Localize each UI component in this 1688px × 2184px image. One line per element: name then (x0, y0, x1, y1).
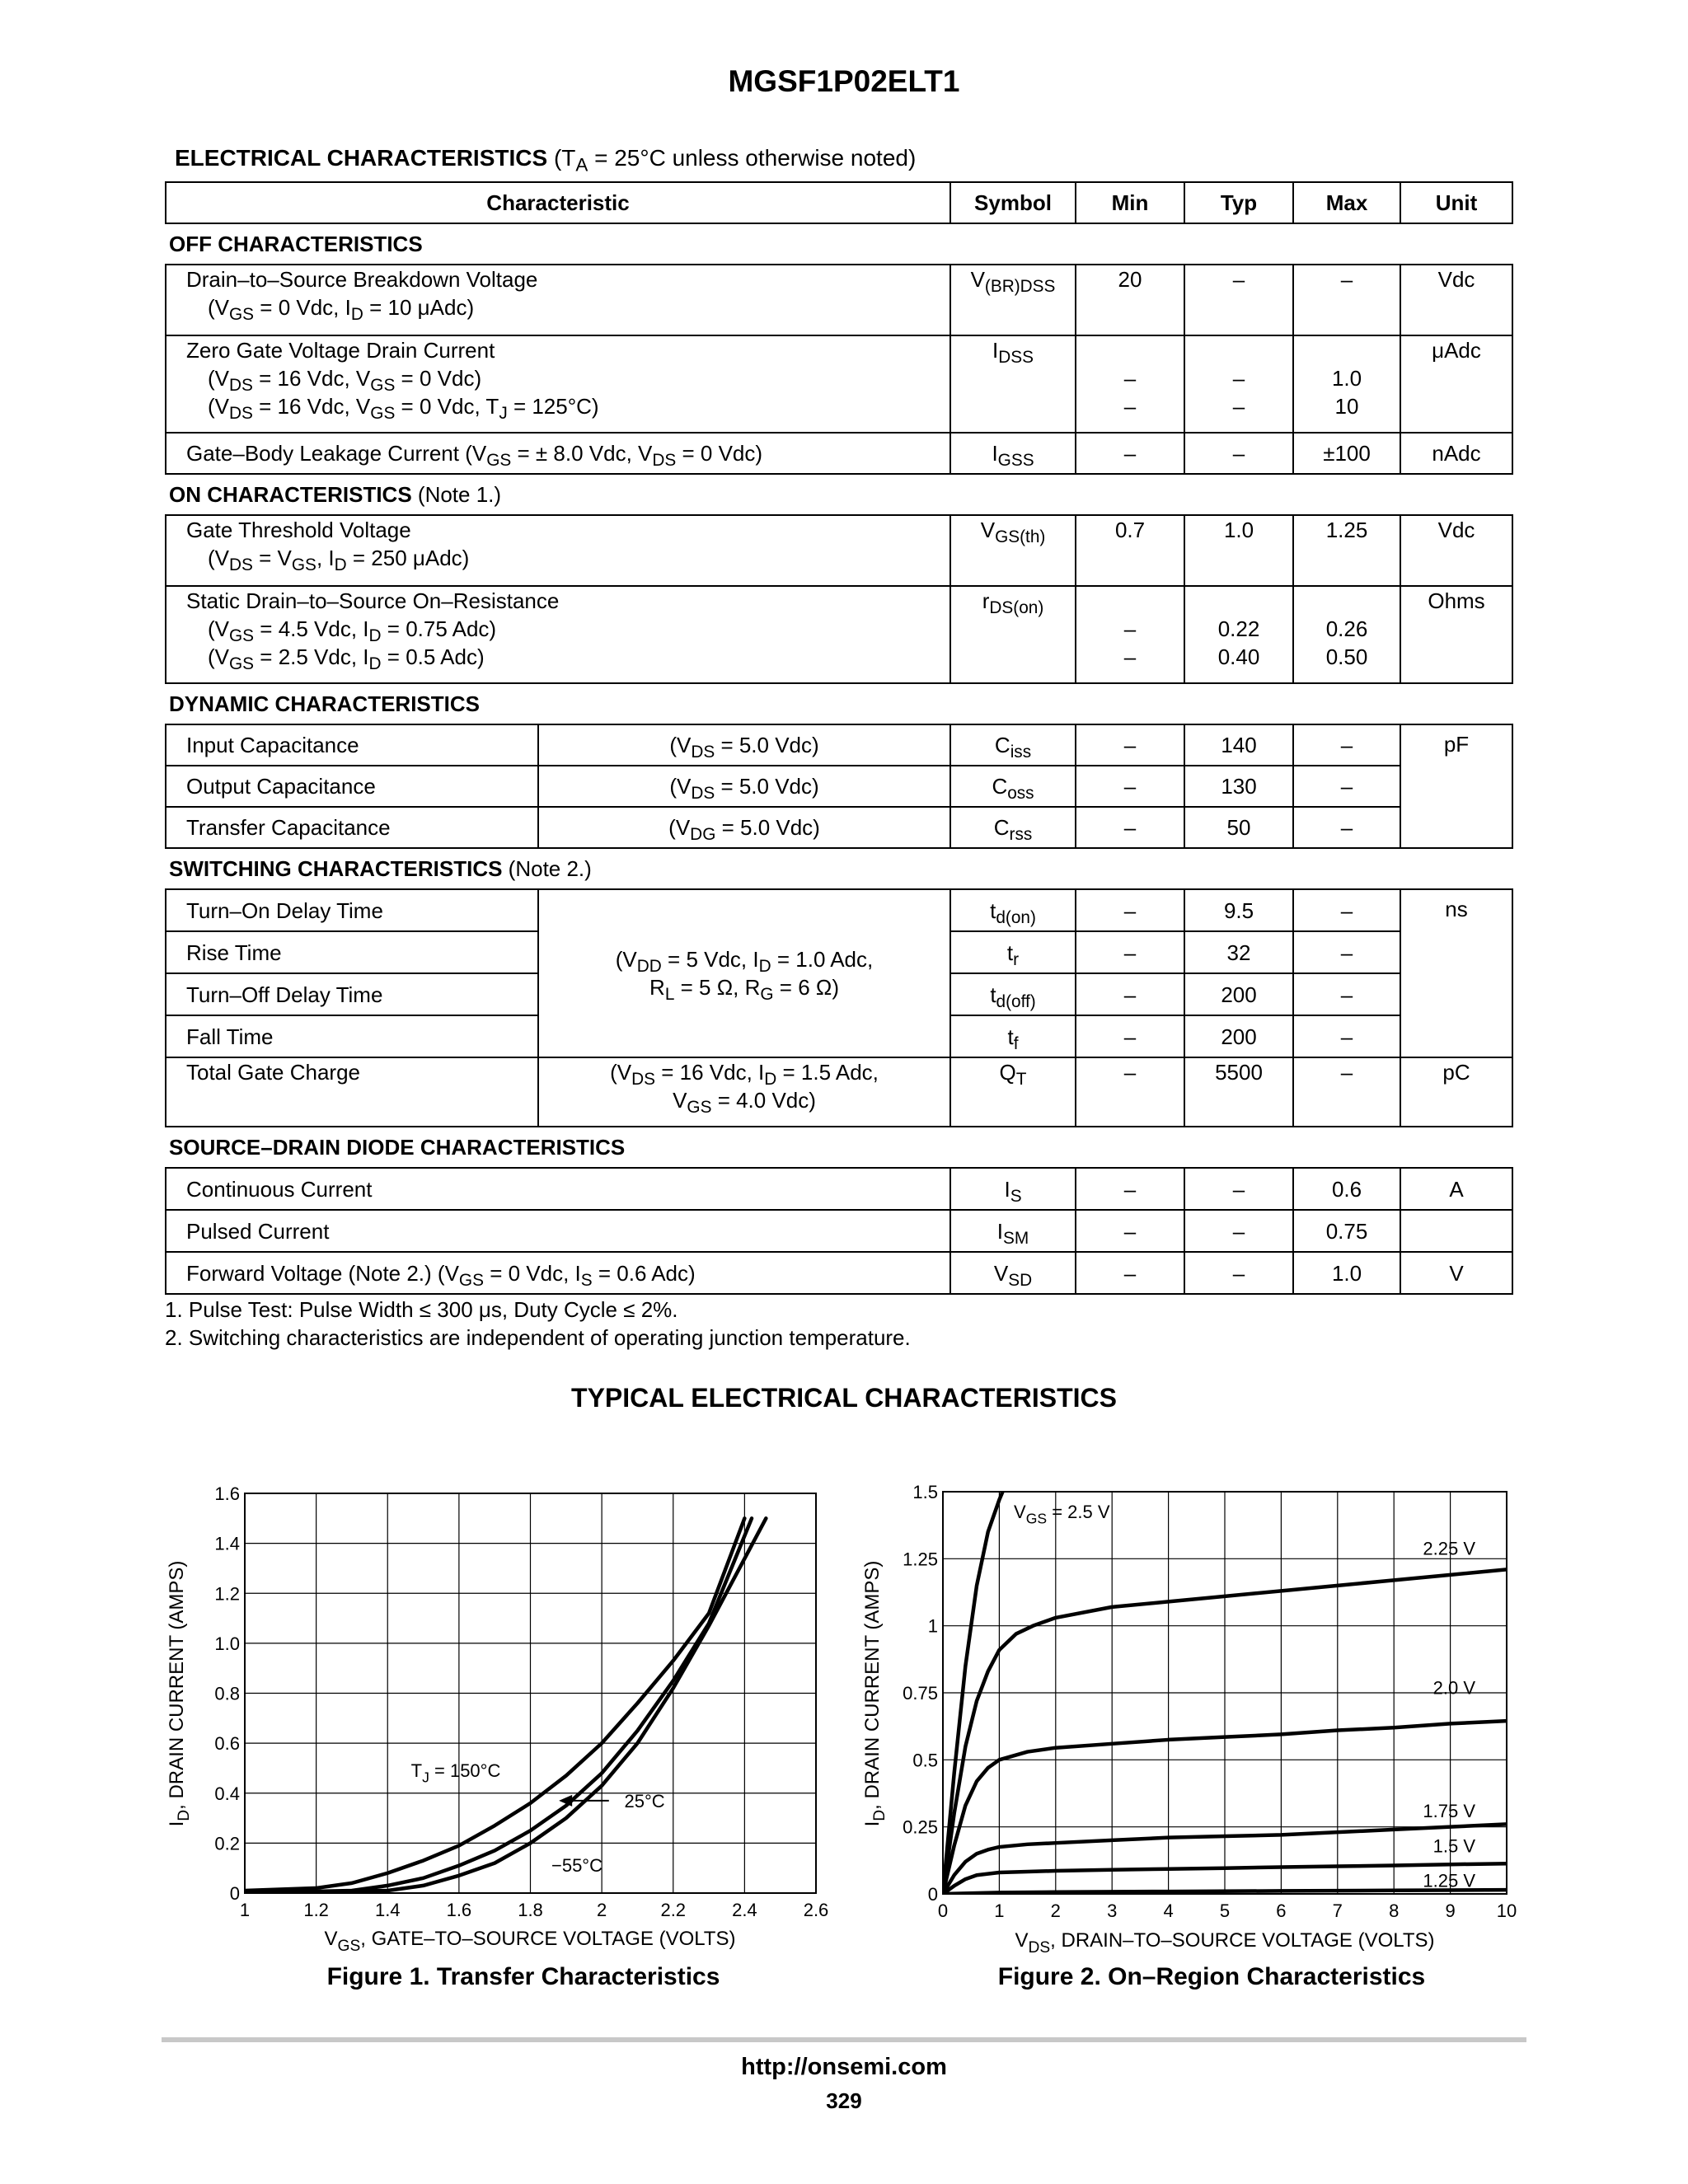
coss-cond: ($V_{DS} = 5.0$ Vdc) (538, 766, 950, 807)
crss-char: Transfer Capacitance (166, 807, 538, 848)
is-unit: A (1400, 1168, 1512, 1210)
x-tick-label: 1 (994, 1900, 1005, 1921)
x-tick-label: 1 (239, 1900, 251, 1920)
x-tick-label: 10 (1496, 1900, 1517, 1921)
tdoff-max: – (1293, 973, 1400, 1015)
qt-char: Total Gate Charge (166, 1057, 538, 1127)
table-row (166, 766, 1512, 807)
note-2: 2. Switching characteristics are independent of operating junction temperature. (165, 1325, 911, 1350)
ism-char: Pulsed Current (166, 1210, 950, 1252)
y-tick-label: 0.75 (903, 1683, 938, 1704)
series-line-1 (245, 1518, 744, 1891)
igss-char: Gate–Body Leakage Current ($V_{GS}$ = ± 8.0 Vdc, $V_{DS} = 0$ Vdc) (166, 433, 950, 474)
series-label-2-25v: 2.25 V (1423, 1538, 1475, 1559)
annotation-25c: 25°C (624, 1790, 665, 1811)
tdoff-char: Turn–Off Delay Time (166, 973, 538, 1015)
switching-cond: ($V_{DD} = 5$ Vdc, $I_D = 1.0$ Adc, $R_L = 5$ Ω, $R_G = 6$ Ω) (538, 889, 950, 1057)
x-tick-label: 9 (1445, 1900, 1456, 1921)
tr-char: Rise Time (166, 931, 538, 973)
y-tick-label: 1 (927, 1615, 938, 1637)
vsd-max: 1.0 (1293, 1252, 1400, 1294)
tdon-symbol: $t_{d(on)}$ (950, 889, 1076, 931)
page-number: 329 (826, 2088, 862, 2113)
ec-heading (175, 145, 917, 176)
annotation-minus55c: −55°C (551, 1855, 603, 1876)
is-char: Continuous Current (166, 1168, 950, 1210)
dynamic-unit: pF (1400, 724, 1512, 848)
y-tick-label: 1.6 (214, 1483, 240, 1504)
footer-divider (162, 2037, 1526, 2042)
table-row (166, 265, 1512, 335)
y-tick-label: 1.5 (912, 1482, 938, 1502)
x-tick-label: 4 (1163, 1900, 1174, 1921)
idss-max: 1.0 10 (1293, 335, 1400, 433)
vsd-typ: – (1184, 1252, 1293, 1294)
breakdown-max: – (1293, 265, 1400, 335)
x-axis-label: $V_{DS}$, DRAIN–TO–SOURCE VOLTAGE (VOLTS) (1015, 1929, 1435, 1957)
crss-cond: ($V_{DG} = 5.0$ Vdc) (538, 807, 950, 848)
section-on: ON CHARACTERISTICS (Note 1.) (166, 474, 1512, 515)
idss-min: – – (1076, 335, 1184, 433)
tf-symbol: $t_f$ (950, 1015, 1076, 1057)
note-1: 1. Pulse Test: Pulse Width ≤ 300 μs, Duty Cycle ≤ 2%. (165, 1297, 678, 1322)
table-row (166, 586, 1512, 683)
series-label-2-5v: $V_{GS} = 2.5$ V (1014, 1502, 1110, 1527)
rds-max: 0.26 0.50 (1293, 586, 1400, 683)
idss-typ: – – (1184, 335, 1293, 433)
tdon-min: – (1076, 889, 1184, 931)
breakdown-unit: Vdc (1400, 265, 1512, 335)
y-tick-label: 1.0 (214, 1633, 240, 1654)
x-axis-label: $V_{GS}$, GATE–TO–SOURCE VOLTAGE (VOLTS) (324, 1928, 736, 1956)
qt-unit: pC (1400, 1057, 1512, 1127)
coss-min: – (1076, 766, 1184, 807)
qt-cond: ($V_{DS} = 16$ Vdc, $I_D = 1.5$ Adc, $V_{GS} = 4.0$ Vdc) (538, 1057, 950, 1127)
tdoff-min: – (1076, 973, 1184, 1015)
col-header-typ: Typ (1184, 182, 1293, 223)
tr-max: – (1293, 931, 1400, 973)
idss-char: Zero Gate Voltage Drain Current ($V_{DS} = 16$ Vdc, $V_{GS} = 0$ Vdc) ($V_{DS} = 16$ Vdc, $V_{GS} = 0$ Vdc, $T_J = 125^\circ C$) (166, 335, 950, 433)
x-tick-label: 0 (937, 1900, 949, 1921)
section-off: OFF CHARACTERISTICS (166, 223, 1512, 265)
series-line-3 (245, 1518, 766, 1893)
vth-char: Gate Threshold Voltage ($V_{DS} = V_{GS}$, $I_D = 250$ μAdc) (166, 515, 950, 586)
vth-symbol: $V_{GS(th)}$ (950, 515, 1076, 586)
coss-max: – (1293, 766, 1400, 807)
footer-url[interactable]: http://onsemi.com (741, 2054, 947, 2080)
table-row (166, 1252, 1512, 1294)
x-tick-label: 2.6 (803, 1900, 829, 1920)
x-tick-label: 1.8 (518, 1900, 543, 1920)
rds-symbol: $r_{DS(on)}$ (950, 586, 1076, 683)
series-line-2 (245, 1518, 752, 1893)
vsd-min: – (1076, 1252, 1184, 1294)
qt-max: – (1293, 1057, 1400, 1127)
table-row (166, 335, 1512, 433)
col-header-unit: Unit (1400, 182, 1512, 223)
vth-min: 0.7 (1076, 515, 1184, 586)
igss-max: ±100 (1293, 433, 1400, 474)
table-row (166, 1210, 1512, 1252)
ism-min: – (1076, 1210, 1184, 1252)
is-max: 0.6 (1293, 1168, 1400, 1210)
x-tick-label: 5 (1219, 1900, 1231, 1921)
rds-typ: 0.22 0.40 (1184, 586, 1293, 683)
rds-unit: Ohms (1400, 586, 1512, 683)
y-tick-label: 0.6 (214, 1733, 240, 1755)
coss-typ: 130 (1184, 766, 1293, 807)
series-label-1-25v: 1.25 V (1423, 1870, 1475, 1891)
x-tick-label: 7 (1332, 1900, 1343, 1921)
typical-heading: TYPICAL ELECTRICAL CHARACTERISTICS (571, 1383, 1117, 1413)
x-tick-label: 6 (1276, 1900, 1287, 1921)
y-tick-label: 1.25 (903, 1549, 938, 1570)
rds-char: Static Drain–to–Source On–Resistance ($V_{GS} = 4.5$ Vdc, $I_D = 0.75$ Adc) ($V_{GS} = 2.5$ Vdc, $I_D = 0.5$ Adc) (166, 586, 950, 683)
ec-heading-condition: ($T_A = 25^\circ C$ unless otherwise noted) (553, 145, 917, 176)
tr-min: – (1076, 931, 1184, 973)
x-tick-label: 1.6 (446, 1900, 472, 1920)
vth-unit: Vdc (1400, 515, 1512, 586)
x-tick-label: 1.4 (374, 1900, 401, 1920)
crss-symbol: $C_{rss}$ (950, 807, 1076, 848)
y-tick-label: 0.4 (214, 1783, 240, 1804)
table-row (166, 1057, 1512, 1127)
y-tick-label: 0.2 (214, 1833, 240, 1854)
switching-unit: ns (1400, 889, 1512, 1057)
tdoff-symbol: $t_{d(off)}$ (950, 973, 1076, 1015)
igss-typ: – (1184, 433, 1293, 474)
series-label-2-0v: 2.0 V (1432, 1677, 1475, 1699)
tr-symbol: $t_r$ (950, 931, 1076, 973)
tf-char: Fall Time (166, 1015, 538, 1057)
breakdown-symbol: $V_{(BR)DSS}$ (950, 265, 1076, 335)
tf-min: – (1076, 1015, 1184, 1057)
y-tick-label: 0.25 (903, 1816, 938, 1838)
vsd-char: Forward Voltage (Note 2.) ($V_{GS} = 0$ Vdc, $I_S = 0.6$ Adc) (166, 1252, 950, 1294)
tdon-max: – (1293, 889, 1400, 931)
igss-unit: nAdc (1400, 433, 1512, 474)
ism-max: 0.75 (1293, 1210, 1400, 1252)
ism-typ: – (1184, 1210, 1293, 1252)
breakdown-char: Drain–to–Source Breakdown Voltage ($V_{GS} = 0$ Vdc, $I_D = 10$ μAdc) (166, 265, 950, 335)
y-tick-label: 0 (927, 1884, 938, 1905)
y-tick-label: 0 (229, 1883, 240, 1904)
tdon-char: Turn–On Delay Time (166, 889, 538, 931)
on-region-characteristics-chart (849, 1467, 1550, 1970)
vsd-symbol: $V_{SD}$ (950, 1252, 1076, 1294)
x-tick-label: 2.2 (660, 1900, 687, 1920)
section-diode: SOURCE–DRAIN DIODE CHARACTERISTICS (166, 1127, 1512, 1168)
col-header-symbol: Symbol (950, 182, 1076, 223)
page-title: MGSF1P02ELT1 (728, 64, 960, 98)
table-row (166, 433, 1512, 474)
y-tick-label: 0.8 (214, 1683, 240, 1704)
ciss-min: – (1076, 724, 1184, 766)
y-axis-label: $I_D$, DRAIN CURRENT (AMPS) (166, 1560, 194, 1827)
qt-min: – (1076, 1057, 1184, 1127)
vth-typ: 1.0 (1184, 515, 1293, 586)
figure-2-caption: Figure 2. On–Region Characteristics (997, 1963, 1426, 1990)
tf-max: – (1293, 1015, 1400, 1057)
x-tick-label: 2.4 (732, 1900, 757, 1920)
ism-unit (1400, 1210, 1512, 1252)
y-tick-label: 1.2 (214, 1583, 240, 1605)
vsd-unit: V (1400, 1252, 1512, 1294)
ciss-symbol: $C_{iss}$ (950, 724, 1076, 766)
crss-min: – (1076, 807, 1184, 848)
col-header-max: Max (1293, 182, 1400, 223)
y-axis-label: $I_D$, DRAIN CURRENT (AMPS) (861, 1560, 889, 1827)
rds-min: – – (1076, 586, 1184, 683)
crss-max: – (1293, 807, 1400, 848)
col-header-characteristic: Characteristic (166, 182, 950, 223)
tr-typ: 32 (1184, 931, 1293, 973)
x-tick-label: 2 (597, 1900, 607, 1920)
idss-symbol: $I_{DSS}$ (950, 335, 1076, 433)
series-label-1-5v: 1.5 V (1432, 1835, 1475, 1857)
table-row (166, 724, 1512, 766)
annotation-150c: $T_J = 150^\circ C$ (410, 1760, 501, 1786)
table-notes (165, 1296, 911, 1352)
section-switching: SWITCHING CHARACTERISTICS (Note 2.) (166, 848, 1512, 889)
tf-typ: 200 (1184, 1015, 1293, 1057)
crss-typ: 50 (1184, 807, 1293, 848)
qt-symbol: $Q_T$ (950, 1057, 1076, 1127)
x-tick-label: 1.2 (303, 1900, 329, 1920)
breakdown-min: 20 (1076, 265, 1184, 335)
is-min: – (1076, 1168, 1184, 1210)
y-tick-label: 0.5 (912, 1750, 938, 1771)
col-header-min: Min (1076, 182, 1184, 223)
vth-max: 1.25 (1293, 515, 1400, 586)
table-row (166, 515, 1512, 586)
qt-typ: 5500 (1184, 1057, 1293, 1127)
tdon-typ: 9.5 (1184, 889, 1293, 931)
breakdown-typ: – (1184, 265, 1293, 335)
figure-1-caption: Figure 1. Transfer Characteristics (326, 1963, 720, 1990)
section-dynamic: DYNAMIC CHARACTERISTICS (166, 683, 1512, 724)
table-row (166, 1168, 1512, 1210)
is-typ: – (1184, 1168, 1293, 1210)
ciss-char: Input Capacitance (166, 724, 538, 766)
tdoff-typ: 200 (1184, 973, 1293, 1015)
table-row (166, 807, 1512, 848)
x-tick-label: 8 (1389, 1900, 1400, 1921)
igss-symbol: $I_{GSS}$ (950, 433, 1076, 474)
series-label-1-75v: 1.75 V (1423, 1801, 1475, 1822)
coss-symbol: $C_{oss}$ (950, 766, 1076, 807)
igss-min: – (1076, 433, 1184, 474)
is-symbol: $I_S$ (950, 1168, 1076, 1210)
ciss-typ: 140 (1184, 724, 1293, 766)
coss-char: Output Capacitance (166, 766, 538, 807)
ec-heading-title: ELECTRICAL CHARACTERISTICS (175, 145, 548, 171)
x-tick-label: 3 (1107, 1900, 1118, 1921)
table-row (166, 889, 1512, 931)
ciss-cond: ($V_{DS} = 5.0$ Vdc) (538, 724, 950, 766)
electrical-characteristics-table (165, 181, 1513, 1295)
table-header-row (166, 182, 1512, 223)
idss-unit: μAdc (1400, 335, 1512, 433)
ciss-max: – (1293, 724, 1400, 766)
ism-symbol: $I_{SM}$ (950, 1210, 1076, 1252)
x-tick-label: 2 (1050, 1900, 1061, 1921)
y-tick-label: 1.4 (214, 1533, 240, 1554)
transfer-characteristics-chart (148, 1467, 849, 1970)
series-group (245, 1518, 766, 1893)
